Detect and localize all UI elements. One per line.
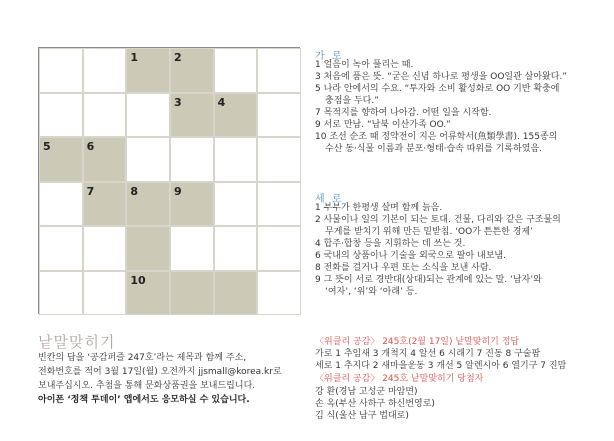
down-clue-2: 2 사물이나 일의 기본이 되는 토대. 건물, 다리와 같은 구조물의 [315,215,561,225]
cell-number: 9 [174,184,182,198]
grid-cell [214,48,258,93]
across-clue-10: 10 조선 순조 때 정약전이 지은 어류학서(魚類學書). 155종의 [315,132,558,142]
winner-heading: 〈위클리 공감〉 245호 낱말맞히기 당첨자 [315,374,484,384]
grid-cell [39,48,83,93]
app-entry-note: 아이폰 ‘정책 투데이’ 앱에서도 응모하실 수 있습니다. [38,395,250,405]
grid-cell [214,182,258,227]
grid-cell [170,226,214,271]
across-title: 가 로 [315,51,344,62]
across-clue-10-cont: 수산 동·식물 이름과 분포·형태·습속 따위를 기록하였음. [325,144,543,154]
across-clue-5-cont: 충점을 두다.” [325,96,379,106]
down-clue-8: 8 전화를 걸거나 우편 또는 소식을 보낸 사람. [315,263,492,273]
down-clue-6: 6 국내의 상품이나 기술을 외국으로 팔아 내보냄. [315,251,506,261]
winner-2: 손 옥(부산 사하구 하신번영로) [315,399,435,409]
across-clue-9: 9 서로 만남. “남북 이산가족 OO.” [315,120,451,130]
answer-down: 세로 1 추지다 2 새마을운동 3 개선 5 알렌시아 6 열기구 7 진맘 [315,361,567,371]
crossword-grid [38,47,300,314]
grid-cell [214,226,258,271]
grid-cell [83,48,127,93]
grid-cell [39,93,83,138]
grid-cell [83,271,127,316]
grid-cell [83,93,127,138]
winner-3: 김 식(울산 남구 법대로) [315,411,409,421]
down-clue-2-cont: 무게를 받치기 위해 만든 밑받침. ‘OO가 튼튼한 경제’ [325,227,533,237]
grid-cell [170,271,214,316]
down-title: 세 로 [315,194,344,205]
grid-cell [257,182,301,227]
across-clue-1: 1 얼음이 녹아 풀리는 때. [315,60,414,70]
instruction-line-1: 빈칸의 답을 ‘공감퍼즐 247호’라는 제목과 함께 주소, [38,353,247,363]
across-clue-3: 3 처음에 품은 뜻. “굳은 신념 하나로 평생을 OO일관 살아왔다.” [315,72,567,82]
cell-number: 6 [86,140,95,153]
grid-cell [126,226,170,271]
winner-1: 강 환(경남 고성군 마암면) [315,387,418,397]
grid-cell [214,271,258,316]
grid-cell [126,137,170,182]
answer-across: 가로 1 추임새 3 개척지 4 알선 6 시래기 7 진동 8 구술팜 [315,349,541,359]
down-clue-9-cont: ‘여자’, ‘위’와 ‘아래’ 등. [325,287,418,297]
down-clue-1: 1 부부가 한평생 살며 함께 늙음. [315,203,443,213]
instruction-line-2: 전화번호를 적어 3월 17일(월) 오전까지 jjsmall@korea.kr로 [38,367,282,377]
cell-number: 2 [174,51,182,64]
instruction-line-3: 보내주십시오. 추첨을 통해 문화상품권을 보내드립니다. [38,381,256,391]
cell-number: 7 [86,184,95,198]
grid-cell [83,226,127,271]
across-clue-7: 7 목적지를 향하여 나아감. 어떤 일을 시작함. [315,108,492,118]
cell-number: 5 [43,140,51,153]
puzzle-title: 낱말맞히기 [38,333,116,351]
grid-cell [39,271,83,316]
grid-cell [39,226,83,271]
grid-cell [257,48,301,93]
grid-cell [170,137,214,182]
grid-cell [257,226,301,271]
grid-cell [214,137,258,182]
cell-number: 1 [130,51,138,64]
cell-number: 4 [217,95,226,109]
grid-cell [39,182,83,227]
cell-number: 8 [130,184,138,198]
answer-heading: 〈위클리 공감〉 245호(2월 17일) 낱말맞히기 정답 [315,337,520,347]
across-clue-5: 5 나라 안에서의 수요. “투자와 소비 활성화로 OO 기반 확충에 [315,84,560,94]
cell-number: 3 [174,95,182,109]
grid-cell [126,93,170,138]
grid-cell [257,137,301,182]
grid-cell [257,93,301,138]
cell-number: 10 [130,273,146,287]
down-clue-9: 9 그 뜻이 서로 경반대(상대)되는 관계에 있는 말. ‘남자’와 [315,275,542,285]
grid-cell [257,271,301,316]
down-clue-4: 4 합주·합창 등을 지휘하는 데 쓰는 것. [315,239,466,249]
